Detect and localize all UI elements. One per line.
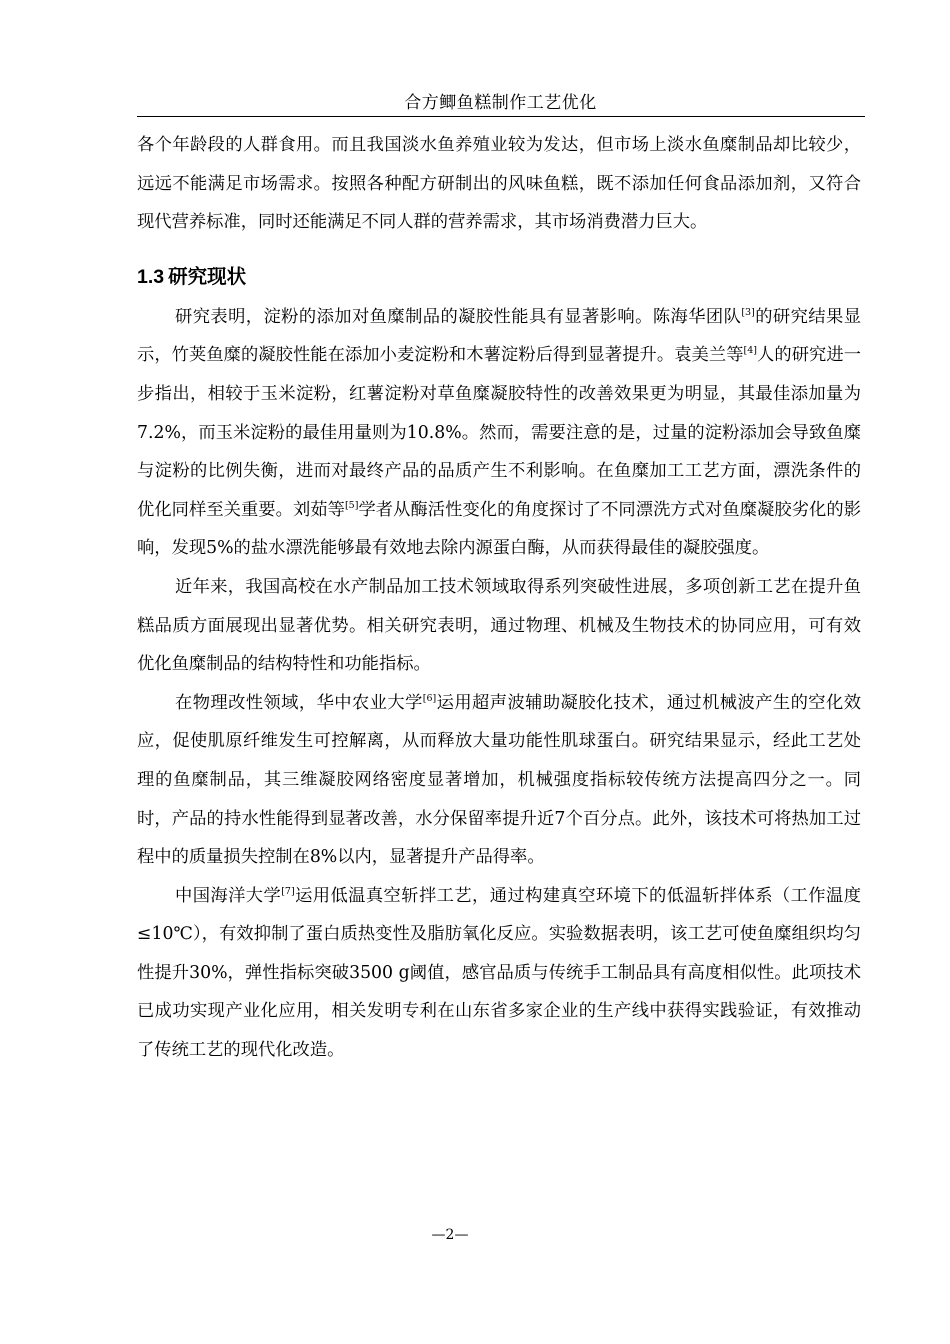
paragraph-physical-modification xyxy=(137,684,861,877)
paragraph-text: 中国海洋大学 xyxy=(175,885,282,906)
paragraph-starch-research xyxy=(137,298,861,568)
paragraph-text: 的研究结果显示，竹荚鱼糜的凝胶性能在添加小麦淀粉和木薯淀粉后得到显著提升。袁美兰等 xyxy=(137,306,861,366)
paragraph-text: 在物理改性领域，华中农业大学 xyxy=(175,692,423,713)
paragraph-text: 运用低温真空斩拌工艺，通过构建真空环境下的低温斩拌体系（工作温度≤10℃），有效抑制了蛋白质热变性及脂肪氧化反应。实验数据表明，该工艺可使鱼糜组织均匀性提升30%，弹性指标突破3500 g阈值，感官品质与传统手工制品具有高度相似性。此项技术已成功实现产业化应用，相关发明专利在山东省多家企业的生产线中获得实践验证，有效推动了传统工艺的现代化改造。 xyxy=(137,885,861,1061)
section-title: 研究现状 xyxy=(168,264,247,288)
page-number: —2— xyxy=(431,1227,469,1243)
paragraph-text: 研究表明，淀粉的添加对鱼糜制品的凝胶性能具有显著影响。陈海华团队 xyxy=(175,306,742,327)
continued-paragraph: 各个年龄段的人群食用。而且我国淡水鱼养殖业较为发达，但市场上淡水鱼糜制品却比较少，远远不能满足市场需求。按照各种配方研制出的风味鱼糕，既不添加任何食品添加剂，又符合现代营养标准，同时还能满足不同人群的营养需求，其市场消费潜力巨大。 xyxy=(137,135,861,233)
paragraph-text: 人的研究进一步指出，相较于玉米淀粉，红薯淀粉对草鱼糜凝胶特性的改善效果更为明显，其最佳添加量为7.2%，而玉米淀粉的最佳用量则为10.8%。然而，需要注意的是，过量的淀粉添加会导致鱼糜与淀粉的比例失衡，进而对最终产品的品质产生不利影响。在鱼糜加工工艺方面，漂洗条件的优化同样至关重要。刘茹等 xyxy=(137,345,861,520)
paragraph-vacuum-chopping xyxy=(137,877,861,1070)
citation-ref: [4] xyxy=(743,345,757,357)
citation-ref: [3] xyxy=(741,306,755,318)
citation-ref: [5] xyxy=(344,499,359,511)
page-body xyxy=(137,126,861,1070)
section-number: 1.3 xyxy=(137,265,165,288)
paragraph-recent-progress: 近年来，我国高校在水产制品加工技术领域取得系列突破性进展，多项创新工艺在提升鱼糕品质方面展现出显著优势。相关研究表明，通过物理、机械及生物技术的协同应用，可有效优化鱼糜制品的结构特性和功能指标。 xyxy=(137,576,861,675)
section-heading xyxy=(137,262,861,292)
citation-ref: [6] xyxy=(422,692,437,704)
citation-ref: [7] xyxy=(281,885,295,897)
paragraph-text: 运用超声波辅助凝胶化技术，通过机械波产生的空化效应，促使肌原纤维发生可控解离，从而释放大量功能性肌球蛋白。研究结果显示，经此工艺处理的鱼糜制品，其三维凝胶网络密度显著增加，机械强度指标较传统方法提高四分之一。同时，产品的持水性能得到显著改善，水分保留率提升近7个百分点。此外，该技术可将热加工过程中的质量损失控制在8%以内，显著提升产品得率。 xyxy=(137,692,861,868)
header-rule xyxy=(137,116,865,117)
paragraph-text: 学者从酶活性变化的角度探讨了不同漂洗方式对鱼糜凝胶劣化的影响，发现5%的盐水漂洗能够最有效地去除内源蛋白酶，从而获得最佳的凝胶强度。 xyxy=(137,499,861,559)
running-header: 合方鲫鱼糕制作工艺优化 xyxy=(404,93,597,113)
